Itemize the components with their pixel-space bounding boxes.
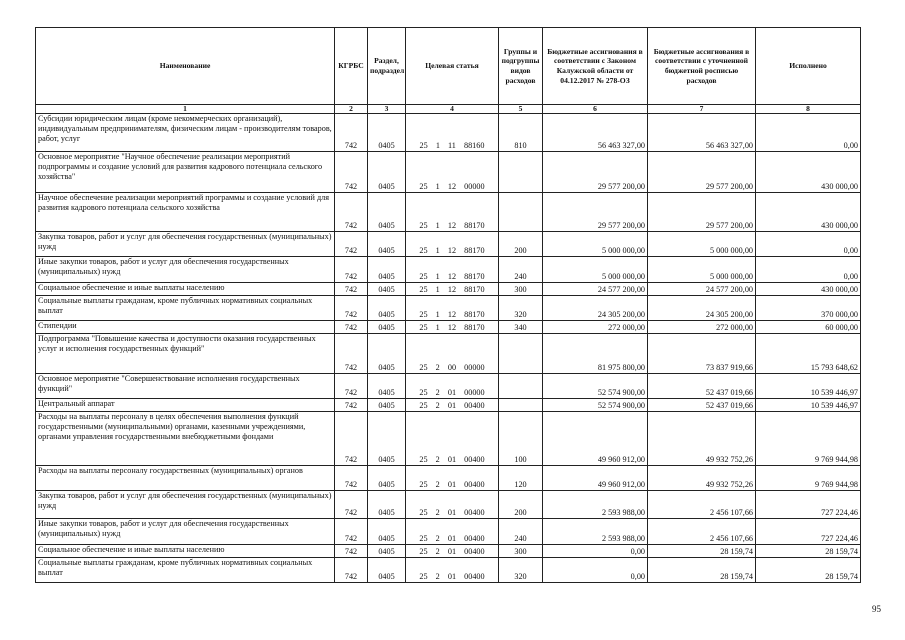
col-number: 2 — [335, 105, 368, 114]
row-section: 0405 — [368, 558, 406, 583]
row-law-amount: 52 574 900,00 — [543, 399, 648, 412]
row-refined-amount: 56 463 327,00 — [648, 114, 756, 152]
col-header-refined: Бюджетные ассигнования в соответствии с уточненной бюджетной росписью расходов — [648, 28, 756, 105]
row-done-amount: 370 000,00 — [756, 296, 861, 321]
row-section: 0405 — [368, 152, 406, 193]
row-target: 25 1 11 88160 — [406, 114, 499, 152]
row-refined-amount: 28 159,74 — [648, 545, 756, 558]
row-group: 200 — [499, 232, 543, 257]
table-row — [36, 296, 861, 321]
row-name: Стипендии — [36, 321, 335, 334]
row-section: 0405 — [368, 545, 406, 558]
row-kgrbs: 742 — [335, 519, 368, 545]
row-target: 25 2 01 00400 — [406, 399, 499, 412]
row-target: 25 2 00 00000 — [406, 334, 499, 374]
page-number: 95 — [872, 604, 881, 614]
col-number: 1 — [36, 105, 335, 114]
row-group: 240 — [499, 519, 543, 545]
row-kgrbs: 742 — [335, 321, 368, 334]
table-row — [36, 491, 861, 519]
row-name: Закупка товаров, работ и услуг для обеспечения государственных (муниципальных) нужд — [36, 232, 335, 257]
row-target: 25 1 12 88170 — [406, 193, 499, 232]
row-kgrbs: 742 — [335, 232, 368, 257]
row-kgrbs: 742 — [335, 545, 368, 558]
row-name: Расходы на выплаты персоналу в целях обеспечения выполнения функций государственными (муниципальными) органами, казенными учреждениями, органами управления государственными внебюджетными фондами — [36, 412, 335, 466]
row-target: 25 1 12 00000 — [406, 152, 499, 193]
row-target: 25 2 01 00400 — [406, 545, 499, 558]
row-target: 25 1 12 88170 — [406, 296, 499, 321]
row-name: Центральный аппарат — [36, 399, 335, 412]
row-law-amount: 0,00 — [543, 558, 648, 583]
table-row — [36, 334, 861, 374]
row-section: 0405 — [368, 321, 406, 334]
table-row — [36, 399, 861, 412]
row-name: Социальные выплаты гражданам, кроме публичных нормативных социальных выплат — [36, 296, 335, 321]
col-number: 3 — [368, 105, 406, 114]
row-section: 0405 — [368, 466, 406, 491]
row-section: 0405 — [368, 232, 406, 257]
row-refined-amount: 29 577 200,00 — [648, 193, 756, 232]
col-header-law: Бюджетные ассигнования в соответствии с Законом Калужской области от 04.12.2017 № 278-ОЗ — [543, 28, 648, 105]
col-header-target: Целевая статья — [406, 28, 499, 105]
table-row — [36, 412, 861, 466]
row-target: 25 2 01 00400 — [406, 466, 499, 491]
row-law-amount: 49 960 912,00 — [543, 412, 648, 466]
row-refined-amount: 24 577 200,00 — [648, 283, 756, 296]
row-law-amount: 52 574 900,00 — [543, 374, 648, 399]
row-refined-amount: 73 837 919,66 — [648, 334, 756, 374]
row-refined-amount: 2 456 107,66 — [648, 519, 756, 545]
row-done-amount: 60 000,00 — [756, 321, 861, 334]
row-name: Закупка товаров, работ и услуг для обеспечения государственных (муниципальных) нужд — [36, 491, 335, 519]
row-name: Основное мероприятие "Совершенствование исполнения государственных функций" — [36, 374, 335, 399]
row-target: 25 1 12 88170 — [406, 321, 499, 334]
row-law-amount: 29 577 200,00 — [543, 193, 648, 232]
row-done-amount: 15 793 648,62 — [756, 334, 861, 374]
row-group: 100 — [499, 412, 543, 466]
row-target: 25 2 01 00400 — [406, 558, 499, 583]
table-row — [36, 545, 861, 558]
row-done-amount: 28 159,74 — [756, 545, 861, 558]
row-group: 320 — [499, 296, 543, 321]
row-group: 200 — [499, 491, 543, 519]
row-section: 0405 — [368, 114, 406, 152]
row-group: 320 — [499, 558, 543, 583]
row-name: Подпрограмма "Повышение качества и доступности оказания государственных услуг и исполнения государственных функций" — [36, 334, 335, 374]
row-law-amount: 29 577 200,00 — [543, 152, 648, 193]
table-row — [36, 321, 861, 334]
row-done-amount: 430 000,00 — [756, 193, 861, 232]
row-section: 0405 — [368, 519, 406, 545]
row-law-amount: 5 000 000,00 — [543, 257, 648, 283]
row-done-amount: 9 769 944,98 — [756, 412, 861, 466]
header-row — [36, 28, 861, 105]
column-number-row — [36, 105, 861, 114]
row-target: 25 1 12 88170 — [406, 283, 499, 296]
row-law-amount: 2 593 988,00 — [543, 491, 648, 519]
row-law-amount: 56 463 327,00 — [543, 114, 648, 152]
row-law-amount: 2 593 988,00 — [543, 519, 648, 545]
row-name: Расходы на выплаты персоналу государственных (муниципальных) органов — [36, 466, 335, 491]
table-row — [36, 374, 861, 399]
row-kgrbs: 742 — [335, 283, 368, 296]
row-kgrbs: 742 — [335, 334, 368, 374]
row-name: Научное обеспечение реализации мероприятий программы и создание условий для развития кадрового потенциала сельского хозяйства — [36, 193, 335, 232]
row-kgrbs: 742 — [335, 466, 368, 491]
row-section: 0405 — [368, 399, 406, 412]
row-name: Основное мероприятие "Научное обеспечение реализации мероприятий подпрограммы и создание условий для развития кадрового потенциала сельского хозяйства" — [36, 152, 335, 193]
row-refined-amount: 29 577 200,00 — [648, 152, 756, 193]
row-law-amount: 272 000,00 — [543, 321, 648, 334]
row-target: 25 1 12 88170 — [406, 257, 499, 283]
col-number: 7 — [648, 105, 756, 114]
row-group — [499, 334, 543, 374]
row-done-amount: 727 224,46 — [756, 519, 861, 545]
row-law-amount: 49 960 912,00 — [543, 466, 648, 491]
row-section: 0405 — [368, 412, 406, 466]
row-kgrbs: 742 — [335, 193, 368, 232]
row-done-amount: 0,00 — [756, 232, 861, 257]
col-header-kgrbs: КГРБС — [335, 28, 368, 105]
row-law-amount: 24 305 200,00 — [543, 296, 648, 321]
row-refined-amount: 49 932 752,26 — [648, 412, 756, 466]
col-number: 4 — [406, 105, 499, 114]
row-group — [499, 374, 543, 399]
row-group: 300 — [499, 545, 543, 558]
row-group — [499, 399, 543, 412]
col-number: 8 — [756, 105, 861, 114]
row-kgrbs: 742 — [335, 374, 368, 399]
row-section: 0405 — [368, 257, 406, 283]
row-refined-amount: 24 305 200,00 — [648, 296, 756, 321]
col-number: 5 — [499, 105, 543, 114]
row-done-amount: 28 159,74 — [756, 558, 861, 583]
row-law-amount: 24 577 200,00 — [543, 283, 648, 296]
row-section: 0405 — [368, 193, 406, 232]
table-row — [36, 466, 861, 491]
row-name: Иные закупки товаров, работ и услуг для обеспечения государственных (муниципальных) нужд — [36, 519, 335, 545]
row-name: Субсидии юридическим лицам (кроме некоммерческих организаций), индивидуальным предпринимателям, физическим лицам - производителям товаров, работ, услуг — [36, 114, 335, 152]
table-row — [36, 283, 861, 296]
row-kgrbs: 742 — [335, 114, 368, 152]
row-kgrbs: 742 — [335, 558, 368, 583]
row-name: Социальное обеспечение и иные выплаты населению — [36, 283, 335, 296]
row-section: 0405 — [368, 334, 406, 374]
row-group: 300 — [499, 283, 543, 296]
row-refined-amount: 2 456 107,66 — [648, 491, 756, 519]
row-section: 0405 — [368, 491, 406, 519]
col-header-name: Наименование — [36, 28, 335, 105]
row-target: 25 2 01 00400 — [406, 412, 499, 466]
row-kgrbs: 742 — [335, 399, 368, 412]
row-target: 25 1 12 88170 — [406, 232, 499, 257]
row-target: 25 2 01 00400 — [406, 519, 499, 545]
table-row — [36, 232, 861, 257]
table-row — [36, 152, 861, 193]
row-refined-amount: 28 159,74 — [648, 558, 756, 583]
col-number: 6 — [543, 105, 648, 114]
row-name: Иные закупки товаров, работ и услуг для обеспечения государственных (муниципальных) нужд — [36, 257, 335, 283]
row-refined-amount: 5 000 000,00 — [648, 232, 756, 257]
col-header-done: Исполнено — [756, 28, 861, 105]
table-row — [36, 193, 861, 232]
table-row — [36, 519, 861, 545]
row-name: Социальные выплаты гражданам, кроме публичных нормативных социальных выплат — [36, 558, 335, 583]
row-kgrbs: 742 — [335, 412, 368, 466]
row-group: 810 — [499, 114, 543, 152]
row-refined-amount: 52 437 019,66 — [648, 374, 756, 399]
row-refined-amount: 272 000,00 — [648, 321, 756, 334]
row-law-amount: 5 000 000,00 — [543, 232, 648, 257]
table-row — [36, 114, 861, 152]
row-name: Социальное обеспечение и иные выплаты населению — [36, 545, 335, 558]
row-refined-amount: 5 000 000,00 — [648, 257, 756, 283]
row-group: 120 — [499, 466, 543, 491]
row-kgrbs: 742 — [335, 152, 368, 193]
row-law-amount: 81 975 800,00 — [543, 334, 648, 374]
row-done-amount: 727 224,46 — [756, 491, 861, 519]
row-group: 240 — [499, 257, 543, 283]
row-law-amount: 0,00 — [543, 545, 648, 558]
row-group — [499, 193, 543, 232]
row-group: 340 — [499, 321, 543, 334]
table-row — [36, 558, 861, 583]
table-row — [36, 257, 861, 283]
row-done-amount: 0,00 — [756, 114, 861, 152]
row-done-amount: 10 539 446,97 — [756, 374, 861, 399]
col-header-section: Раздел, подраздел — [368, 28, 406, 105]
col-header-group: Группы и подгруппы видов расходов — [499, 28, 543, 105]
budget-table — [35, 27, 861, 583]
row-done-amount: 0,00 — [756, 257, 861, 283]
row-refined-amount: 52 437 019,66 — [648, 399, 756, 412]
row-target: 25 2 01 00000 — [406, 374, 499, 399]
row-kgrbs: 742 — [335, 491, 368, 519]
row-section: 0405 — [368, 374, 406, 399]
row-section: 0405 — [368, 296, 406, 321]
row-done-amount: 430 000,00 — [756, 152, 861, 193]
row-refined-amount: 49 932 752,26 — [648, 466, 756, 491]
row-group — [499, 152, 543, 193]
row-target: 25 2 01 00400 — [406, 491, 499, 519]
row-kgrbs: 742 — [335, 296, 368, 321]
row-done-amount: 9 769 944,98 — [756, 466, 861, 491]
table-body — [36, 114, 861, 583]
row-section: 0405 — [368, 283, 406, 296]
row-kgrbs: 742 — [335, 257, 368, 283]
row-done-amount: 430 000,00 — [756, 283, 861, 296]
row-done-amount: 10 539 446,97 — [756, 399, 861, 412]
